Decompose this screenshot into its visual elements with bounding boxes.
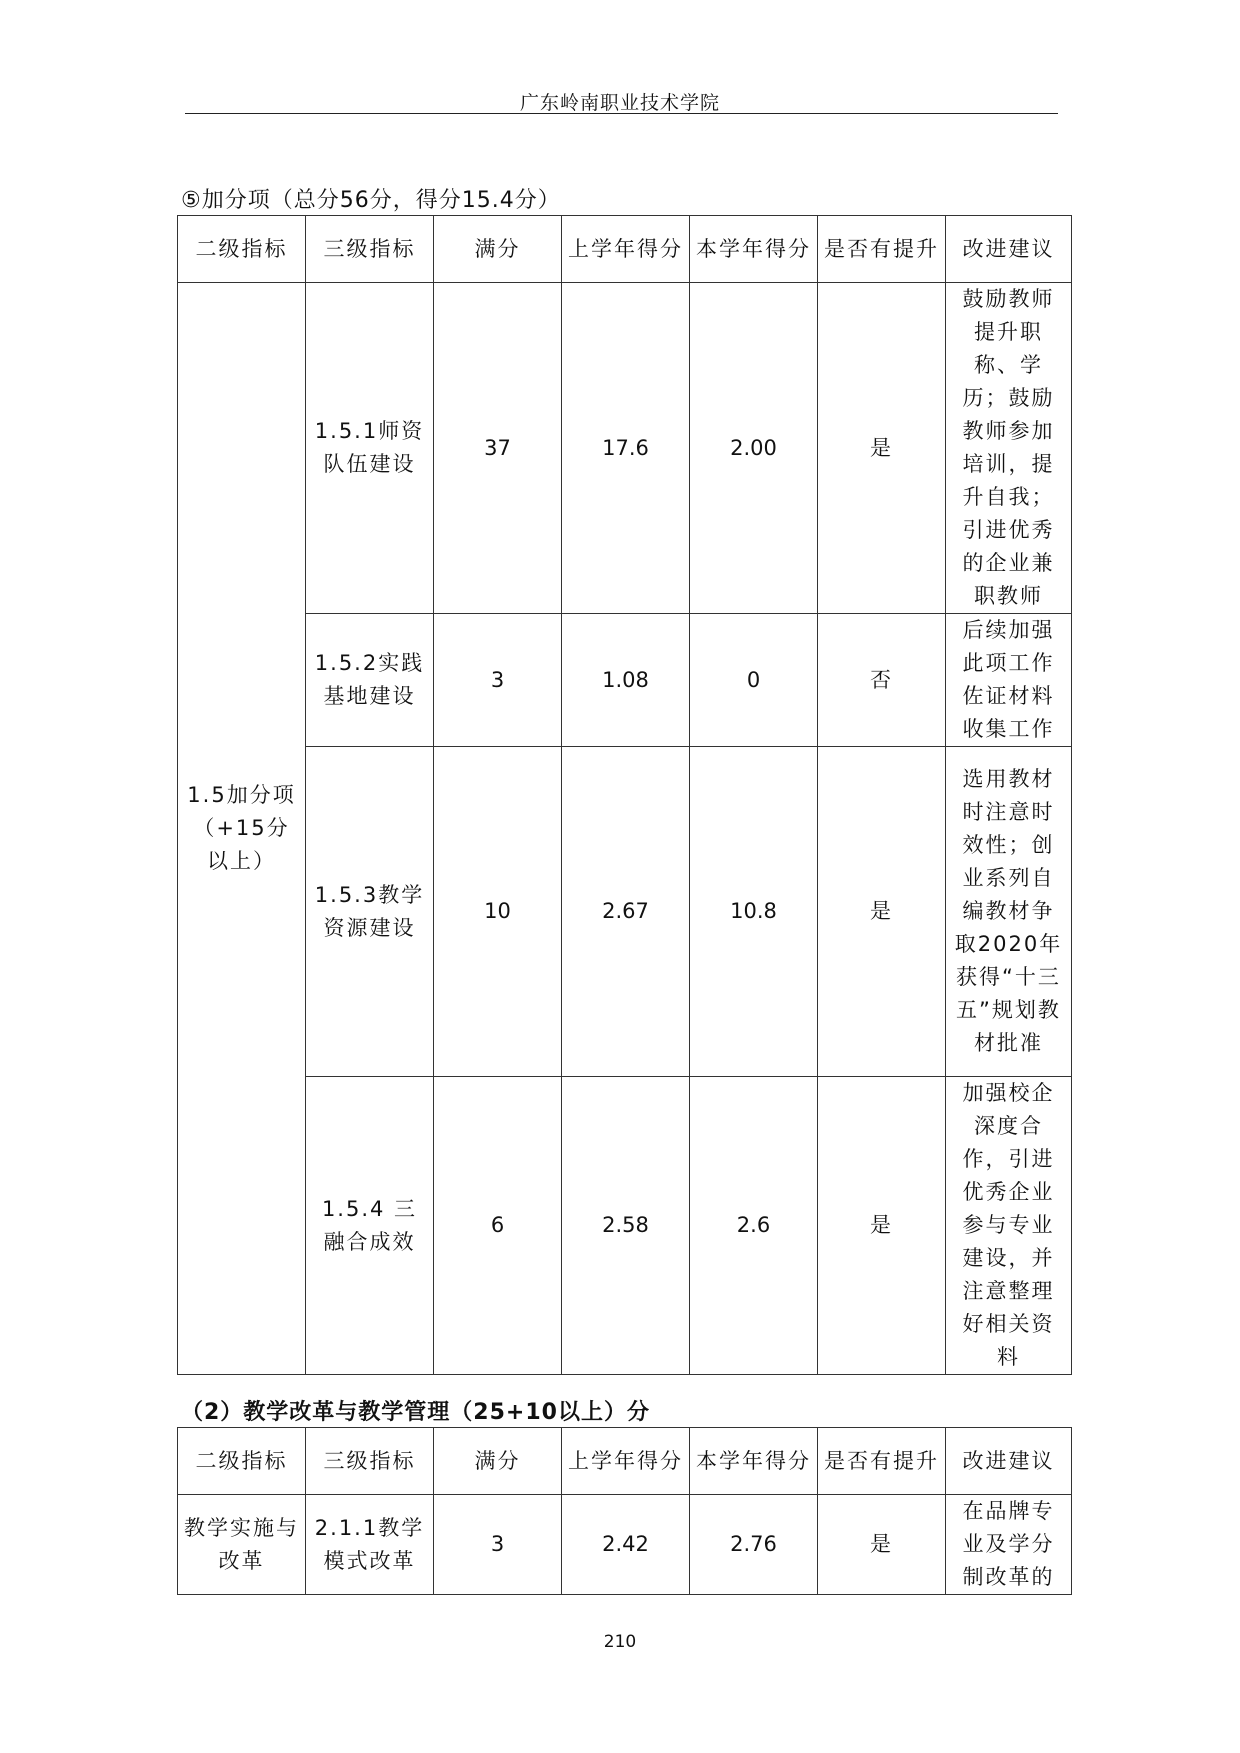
sub-indicator-cell: 1.5.1师资队伍建设 — [306, 283, 434, 614]
group-indicator-cell: 1.5加分项（+15分以上） — [178, 283, 306, 1375]
last-year-score-cell: 2.67 — [562, 747, 690, 1077]
section-title-teaching-reform: （2）教学改革与教学管理（25+10以上）分 — [181, 1400, 650, 1425]
table-row — [178, 747, 1072, 1077]
table-header-row — [178, 1428, 1072, 1495]
full-score-cell: 3 — [434, 1495, 562, 1595]
column-header: 改进建议 — [946, 1428, 1072, 1495]
column-header: 二级指标 — [178, 1428, 306, 1495]
column-header: 上学年得分 — [562, 1428, 690, 1495]
column-header: 上学年得分 — [562, 216, 690, 283]
column-header: 是否有提升 — [818, 216, 946, 283]
last-year-score-cell: 17.6 — [562, 283, 690, 614]
last-year-score-cell: 2.58 — [562, 1077, 690, 1375]
improved-cell: 是 — [818, 283, 946, 614]
column-header: 三级指标 — [306, 1428, 434, 1495]
column-header: 三级指标 — [306, 216, 434, 283]
suggestion-cell: 鼓励教师提升职称、学历；鼓励教师参加培训，提升自我；引进优秀的企业兼职教师 — [946, 283, 1072, 614]
section-title-bonus: ⑤加分项（总分56分，得分15.4分） — [181, 188, 561, 213]
teaching-reform-table — [177, 1427, 1072, 1595]
table-row — [178, 283, 1072, 614]
suggestion-cell: 在品牌专业及学分制改革的 — [946, 1495, 1072, 1595]
table-row — [178, 1495, 1072, 1595]
column-header: 是否有提升 — [818, 1428, 946, 1495]
bonus-items-table — [177, 215, 1072, 1375]
this-year-score-cell: 2.00 — [690, 283, 818, 614]
improved-cell: 是 — [818, 747, 946, 1077]
full-score-cell: 6 — [434, 1077, 562, 1375]
suggestion-cell: 加强校企深度合作，引进优秀企业参与专业建设，并注意整理好相关资料 — [946, 1077, 1072, 1375]
column-header: 二级指标 — [178, 216, 306, 283]
improved-cell: 是 — [818, 1495, 946, 1595]
column-header: 满分 — [434, 216, 562, 283]
suggestion-cell: 选用教材时注意时效性；创业系列自编教材争取2020年获得“十三五”规划教材批准 — [946, 747, 1072, 1077]
last-year-score-cell: 2.42 — [562, 1495, 690, 1595]
suggestion-cell: 后续加强此项工作佐证材料收集工作 — [946, 614, 1072, 747]
last-year-score-cell: 1.08 — [562, 614, 690, 747]
document-header-title: 广东岭南职业技术学院 — [519, 92, 720, 114]
column-header: 本学年得分 — [690, 1428, 818, 1495]
column-header: 本学年得分 — [690, 216, 818, 283]
column-header: 改进建议 — [946, 216, 1072, 283]
table-row — [178, 614, 1072, 747]
sub-indicator-cell: 1.5.2实践基地建设 — [306, 614, 434, 747]
sub-indicator-cell: 1.5.4 三融合成效 — [306, 1077, 434, 1375]
sub-indicator-cell: 2.1.1教学模式改革 — [306, 1495, 434, 1595]
sub-indicator-cell: 1.5.3教学资源建设 — [306, 747, 434, 1077]
improved-cell: 否 — [818, 614, 946, 747]
this-year-score-cell: 2.6 — [690, 1077, 818, 1375]
group-indicator-cell: 教学实施与改革 — [178, 1495, 306, 1595]
header-divider — [185, 113, 1058, 114]
table-header-row — [178, 216, 1072, 283]
full-score-cell: 3 — [434, 614, 562, 747]
this-year-score-cell: 0 — [690, 614, 818, 747]
page-number: 210 — [603, 1632, 637, 1652]
column-header: 满分 — [434, 1428, 562, 1495]
full-score-cell: 10 — [434, 747, 562, 1077]
full-score-cell: 37 — [434, 283, 562, 614]
this-year-score-cell: 10.8 — [690, 747, 818, 1077]
improved-cell: 是 — [818, 1077, 946, 1375]
this-year-score-cell: 2.76 — [690, 1495, 818, 1595]
table-row — [178, 1077, 1072, 1375]
